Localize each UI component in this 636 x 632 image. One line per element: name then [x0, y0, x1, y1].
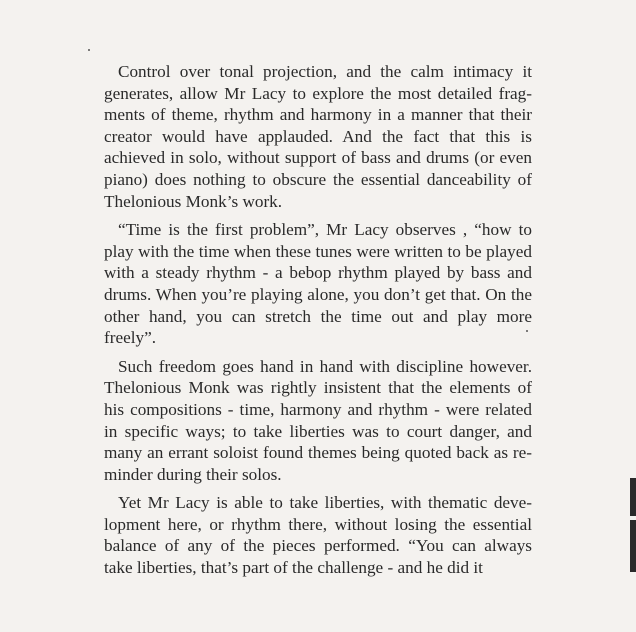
- text-line: play with the time when these tunes were written to be played: [104, 241, 532, 261]
- text-line: creator would have applauded. And the fact that this is: [104, 126, 532, 146]
- text-line: Such freedom goes hand in hand with discipline however.: [118, 356, 532, 376]
- text-line: piano) does nothing to obscure the essential danceability of: [104, 169, 532, 189]
- text-line: other hand, you can stretch the time out and play more: [104, 306, 532, 326]
- text-line: Control over tonal projection, and the calm intimacy it: [118, 62, 532, 81]
- text-line: lopment here, or rhythm there, without losing the essential: [104, 514, 532, 534]
- text-line: drums. When you’re playing alone, you don’t get that. On the: [104, 284, 532, 304]
- text-line: “Time is the first problem”, Mr Lacy observes , “how to: [118, 220, 532, 240]
- paragraph: [104, 492, 532, 578]
- paragraph: [104, 356, 532, 486]
- text-line: in specific ways; to take liberties was to court danger, and: [104, 421, 532, 441]
- text-line: Thelonious Monk was rightly insistent that the elements of: [104, 378, 532, 398]
- text-line: minder during their solos.: [104, 464, 282, 484]
- text-line: generates, allow Mr Lacy to explore the most detailed frag-: [104, 83, 532, 103]
- text-line: Yet Mr Lacy is able to take liberties, with thematic deve-: [118, 493, 532, 513]
- paragraph: [104, 61, 532, 212]
- text-line: balance of any of the pieces performed. “You can always: [104, 536, 532, 556]
- text-line: freely”.: [104, 328, 156, 348]
- text-line: Thelonious Monk’s work.: [104, 191, 283, 211]
- edge-binding-mark: [630, 478, 636, 516]
- body-text: [104, 61, 532, 579]
- text-line: achieved in solo, without support of bass and drums (or even: [104, 148, 532, 168]
- paragraph: [104, 219, 532, 349]
- text-line: many an errant soloist found themes being quoted back as re-: [104, 443, 532, 463]
- text-line: ments of theme, rhythm and harmony in a manner that their: [104, 105, 532, 125]
- text-line: his compositions - time, harmony and rhythm - were related: [104, 399, 532, 419]
- speck-mark: [88, 49, 90, 51]
- edge-binding-mark: [630, 520, 636, 572]
- text-line: take liberties, that’s part of the challenge - and he did it: [104, 558, 483, 578]
- text-line: with a steady rhythm - a bebop rhythm played by bass and: [104, 263, 532, 283]
